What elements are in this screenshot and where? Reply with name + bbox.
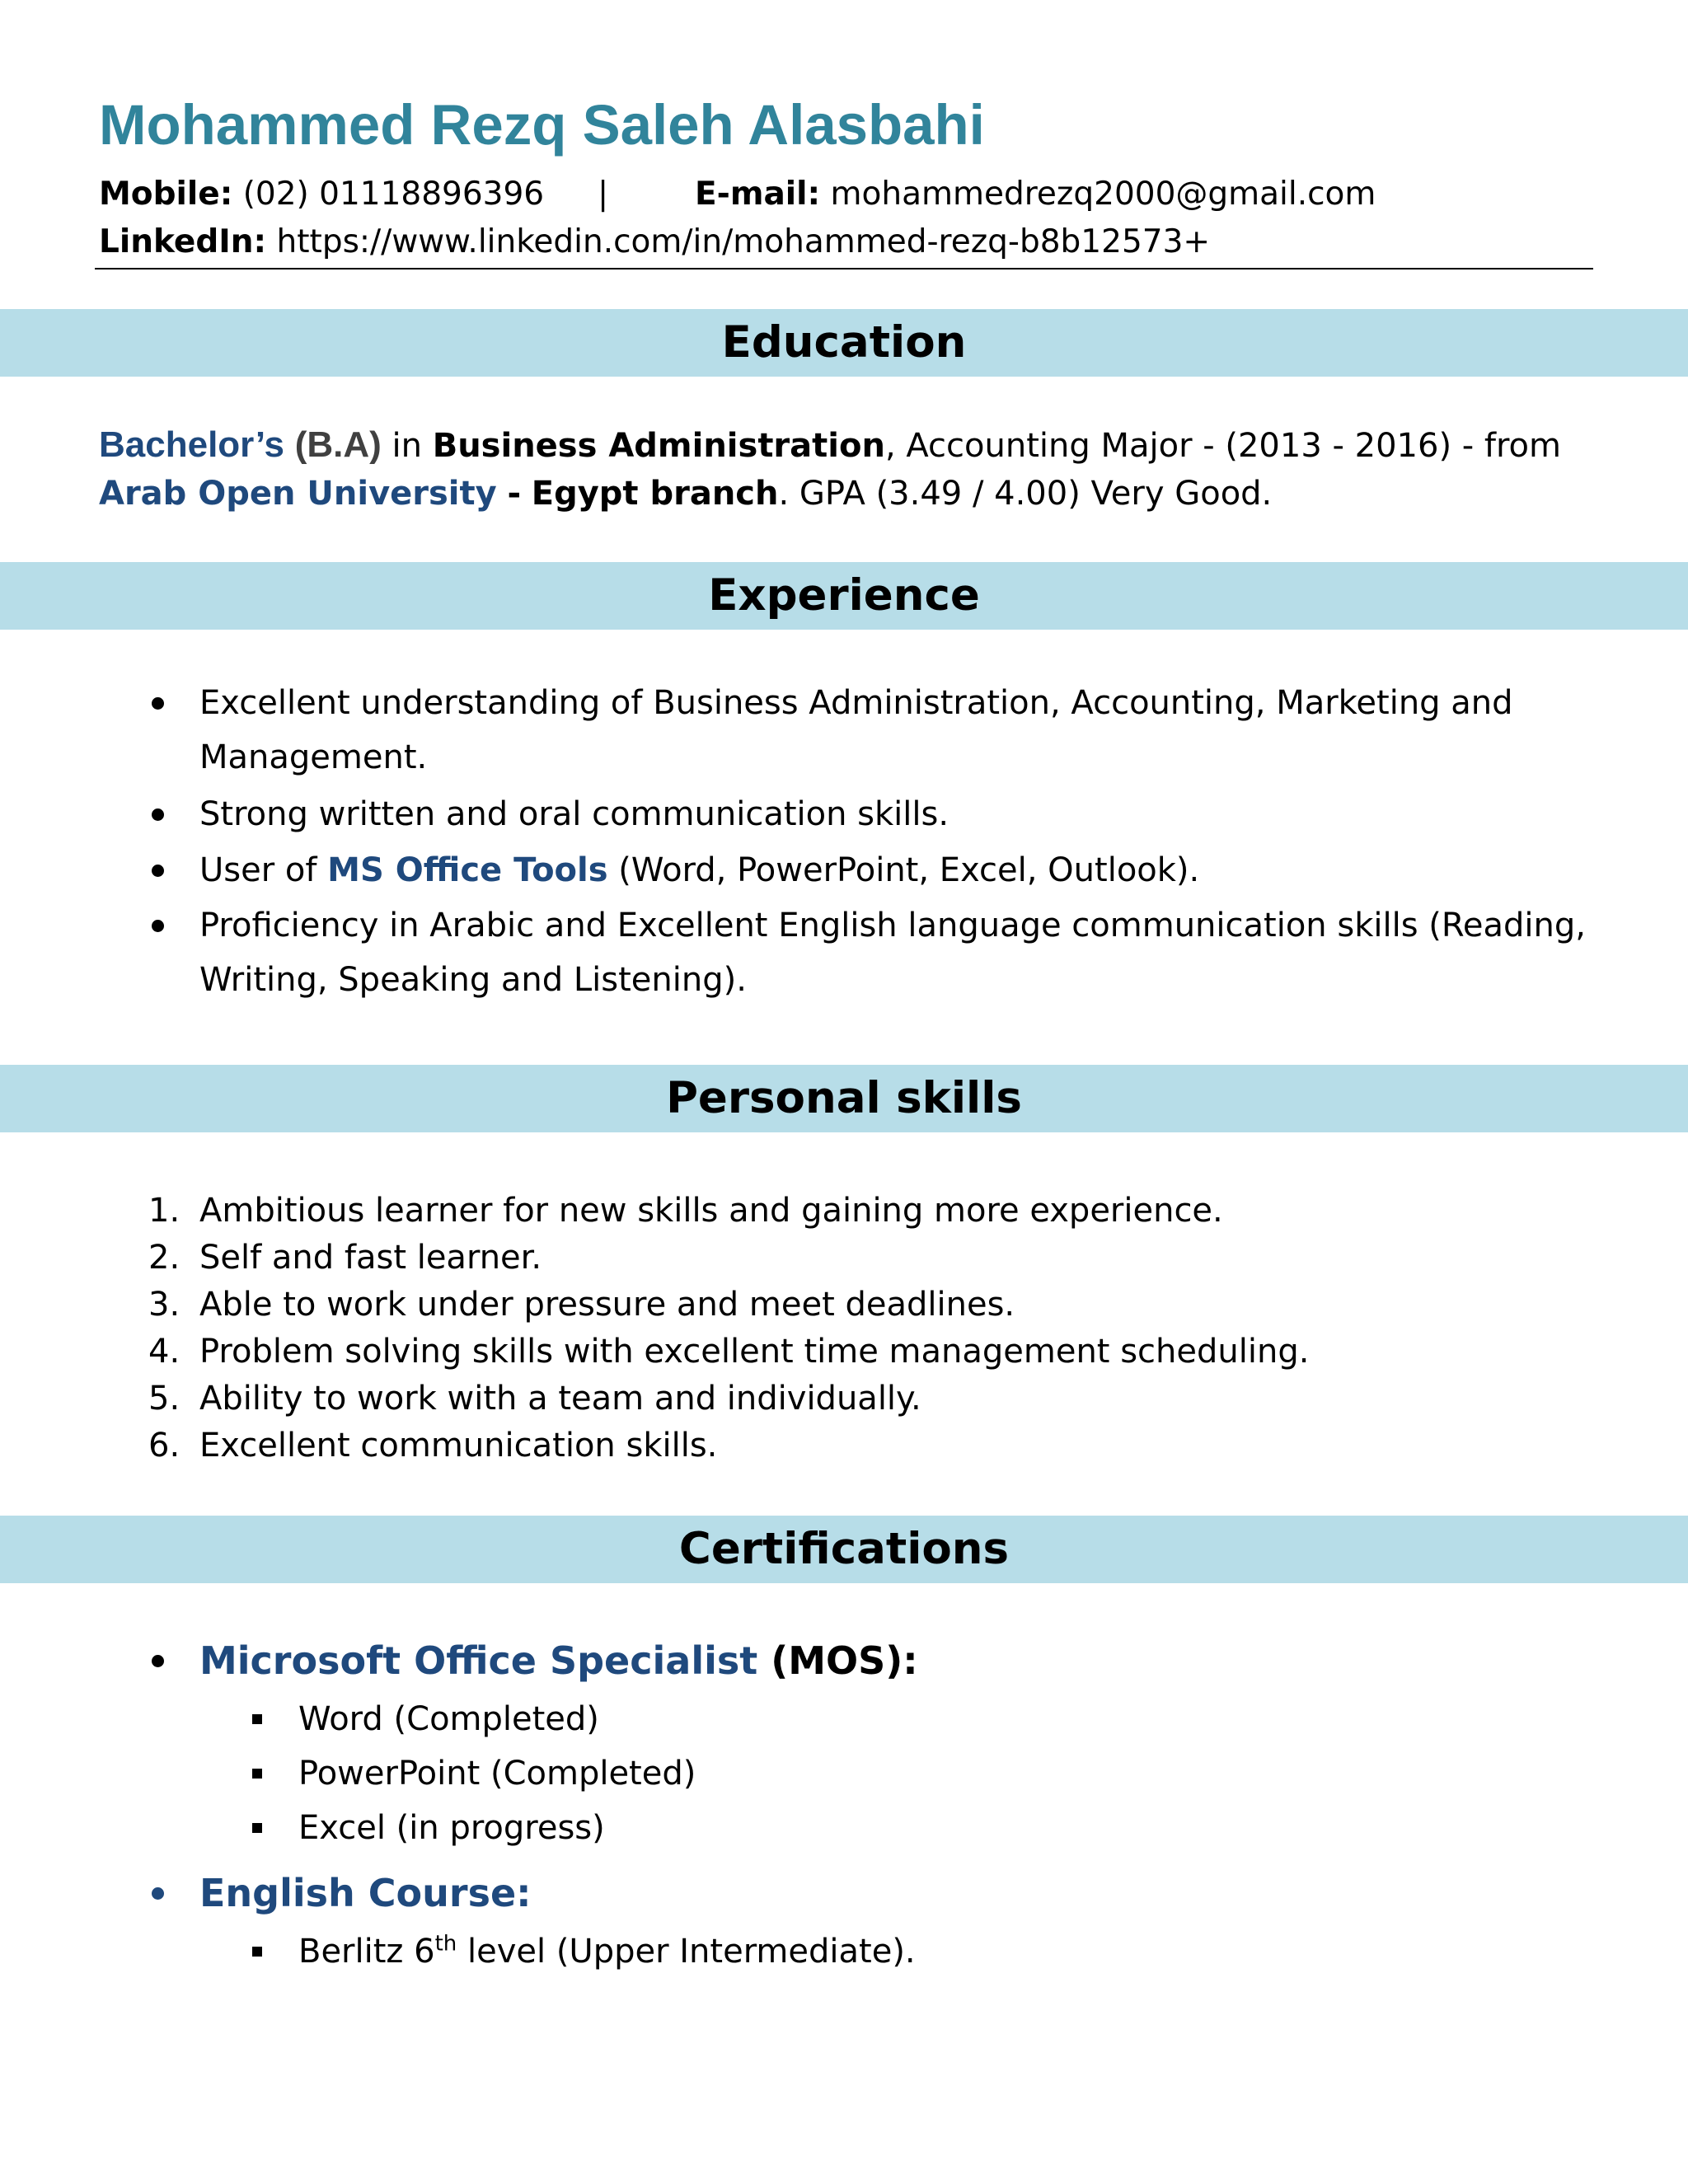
bullet-icon (152, 697, 164, 710)
certification-english: English Course: (199, 1871, 532, 1915)
experience-item-1-line-1: Excellent understanding of Business Administration, Accounting, Marketing and (199, 684, 1513, 722)
contact-line-1 (99, 171, 544, 218)
square-bullet-icon (252, 1769, 262, 1779)
experience-item-4-line-2: Writing, Speaking and Listening). (199, 961, 747, 999)
mos-item-powerpoint: PowerPoint (Completed) (298, 1755, 696, 1793)
email-address[interactable]: mohammedrezq2000@gmail.com (830, 176, 1376, 213)
bullet-icon (152, 1887, 164, 1900)
university-branch: Egypt branch (531, 475, 779, 513)
certification-mos (199, 1633, 918, 1688)
candidate-name: Mohammed Rezq Saleh Alasbahi (99, 93, 985, 157)
list-number: 1. (148, 1192, 181, 1230)
mos-item-word: Word (Completed) (298, 1700, 599, 1738)
experience-item-3-pre: User of (199, 851, 317, 889)
degree-major-years: , Accounting Major - (2013 - 2016) - from (884, 427, 1561, 465)
skill-item: Able to work under pressure and meet deadlines. (199, 1286, 1015, 1324)
skill-item: Problem solving skills with excellent time management scheduling. (199, 1333, 1310, 1371)
ms-office-tools: MS Office Tools (327, 851, 608, 889)
university-name: Arab Open University (99, 475, 497, 513)
email-label: E-mail: (695, 176, 821, 213)
list-number: 6. (148, 1427, 181, 1465)
berlitz-post: level (Upper Intermediate). (467, 1933, 916, 1971)
linkedin-label: LinkedIn: (99, 223, 267, 260)
list-number: 3. (148, 1286, 181, 1324)
list-number: 4. (148, 1333, 181, 1371)
degree-abbr: (B.A) (294, 424, 382, 465)
experience-item-2: Strong written and oral communication skills. (199, 795, 950, 833)
section-heading-experience: Experience (0, 562, 1688, 630)
bullet-icon (152, 1655, 164, 1667)
list-number: 2. (148, 1239, 181, 1277)
contact-line-2 (99, 219, 1210, 265)
degree-in: in (392, 427, 422, 465)
contact-email (695, 171, 1376, 218)
square-bullet-icon (252, 1947, 262, 1957)
linkedin-url[interactable]: https://www.linkedin.com/in/mohammed-rezq-b8b12573+ (276, 223, 1211, 260)
skill-item: Self and fast learner. (199, 1239, 542, 1277)
gpa-text: . GPA (3.49 / 4.00) Very Good. (778, 475, 1273, 513)
bullet-icon (152, 808, 164, 821)
contact-separator: | (598, 176, 609, 213)
skill-item: Excellent communication skills. (199, 1427, 718, 1465)
education-entry (99, 421, 1582, 518)
section-heading-certifications: Certifications (0, 1516, 1688, 1583)
mos-title: Microsoft Office Specialist (199, 1638, 758, 1683)
skill-item: Ambitious learner for new skills and gaining more experience. (199, 1192, 1223, 1230)
english-item-berlitz (298, 1924, 916, 1979)
bullet-icon (152, 920, 164, 932)
square-bullet-icon (252, 1714, 262, 1724)
list-number: 5. (148, 1380, 181, 1418)
square-bullet-icon (252, 1823, 262, 1833)
experience-item-1-line-2: Management. (199, 738, 428, 776)
header-divider (95, 268, 1593, 269)
mobile-label: Mobile: (99, 176, 233, 213)
experience-item-4-line-1: Proficiency in Arabic and Excellent English language communication skills (Reading, (199, 907, 1586, 944)
experience-item-3 (199, 843, 1199, 898)
mos-abbr: (MOS): (771, 1638, 918, 1683)
experience-item-3-post: (Word, PowerPoint, Excel, Outlook). (618, 851, 1200, 889)
degree-field: Business Administration (432, 427, 885, 465)
mobile-number: (02) 01118896396 (242, 176, 545, 213)
berlitz-pre: Berlitz 6 (298, 1933, 435, 1971)
berlitz-sup: th (434, 1931, 457, 1957)
branch-dash: - (507, 475, 522, 513)
section-heading-personal-skills: Personal skills (0, 1065, 1688, 1132)
section-heading-education: Education (0, 309, 1688, 377)
bullet-icon (152, 865, 164, 877)
skill-item: Ability to work with a team and individually. (199, 1380, 921, 1418)
degree-name: Bachelor’s (99, 424, 284, 465)
mos-item-excel: Excel (in progress) (298, 1809, 605, 1847)
